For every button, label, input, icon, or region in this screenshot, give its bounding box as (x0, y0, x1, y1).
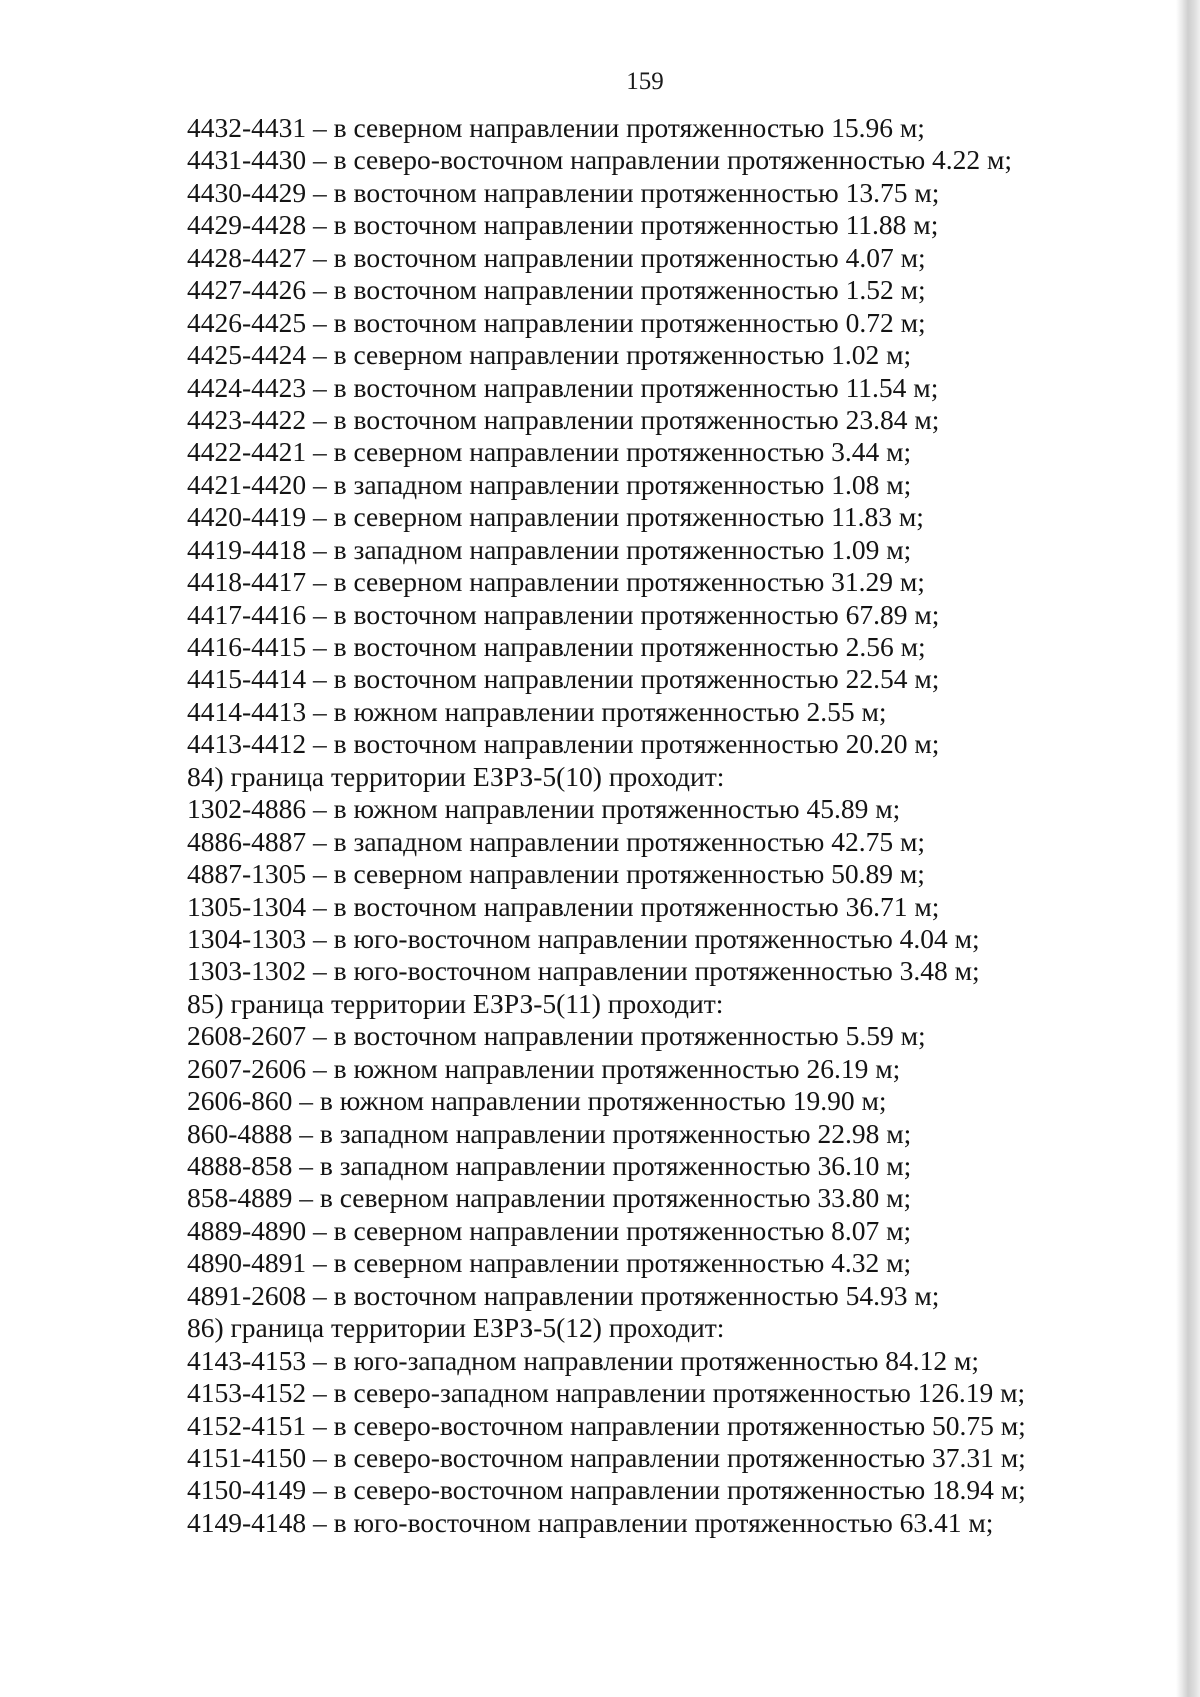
text-line: 4430-4429 – в восточном направлении протяженностью 13.75 м; (187, 176, 940, 208)
text-line: 4886-4887 – в западном направлении протяженностью 42.75 м; (187, 825, 926, 857)
text-line: 860-4888 – в западном направлении протяженностью 22.98 м; (187, 1117, 912, 1149)
text-line: 1304-1303 – в юго-восточном направлении протяженностью 4.04 м; (187, 922, 980, 954)
text-line: 4432-4431 – в северном направлении протяженностью 15.96 м; (187, 112, 925, 143)
text-line: 4418-4417 – в северном направлении протяженностью 31.29 м; (187, 566, 925, 598)
text-line: 4420-4419 – в северном направлении протяженностью 11.83 м; (187, 501, 924, 533)
text-line: 84) граница территории ЕЗРЗ-5(10) проходит: (187, 760, 725, 792)
text-line: 4421-4420 – в западном направлении протяженностью 1.08 м; (187, 468, 912, 500)
text-line: 4149-4148 – в юго-восточном направлении протяженностью 63.41 м; (187, 1506, 994, 1538)
text-line: 4425-4424 – в северном направлении протяженностью 1.02 м; (187, 339, 912, 371)
text-line: 4889-4890 – в северном направлении протяженностью 8.07 м; (187, 1214, 912, 1246)
text-line: 4415-4414 – в восточном направлении протяженностью 22.54 м; (187, 663, 940, 695)
page-number: 159 (626, 68, 664, 95)
text-line: 1305-1304 – в восточном направлении протяженностью 36.71 м; (187, 890, 940, 922)
scan-edge (1176, 0, 1200, 1697)
text-line: 86) граница территории ЕЗРЗ-5(12) проходит: (187, 1312, 725, 1344)
text-line: 4153-4152 – в северо-западном направлении протяженностью 126.19 м; (187, 1377, 1026, 1409)
text-line: 4429-4428 – в восточном направлении протяженностью 11.88 м; (187, 209, 939, 241)
text-line: 4887-1305 – в северном направлении протяженностью 50.89 м; (187, 858, 925, 890)
text-line: 4143-4153 – в юго-западном направлении протяженностью 84.12 м; (187, 1344, 980, 1376)
text-line: 2608-2607 – в восточном направлении протяженностью 5.59 м; (187, 1020, 926, 1052)
text-line: 4151-4150 – в северо-восточном направлении протяженностью 37.31 м; (187, 1441, 1026, 1473)
text-line: 4428-4427 – в восточном направлении протяженностью 4.07 м; (187, 241, 926, 273)
text-line: 4422-4421 – в северном направлении протяженностью 3.44 м; (187, 436, 912, 468)
text-line: 4423-4422 – в восточном направлении протяженностью 23.84 м; (187, 403, 940, 435)
text-line: 2606-860 – в южном направлении протяженностью 19.90 м; (187, 1085, 887, 1117)
text-line: 85) граница территории ЕЗРЗ-5(11) проходит: (187, 987, 724, 1019)
text-line: 4150-4149 – в северо-восточном направлении протяженностью 18.94 м; (187, 1474, 1026, 1506)
text-line: 4152-4151 – в северо-восточном направлении протяженностью 50.75 м; (187, 1409, 1026, 1441)
text-line: 4427-4426 – в восточном направлении протяженностью 1.52 м; (187, 274, 926, 306)
text-line: 1303-1302 – в юго-восточном направлении протяженностью 3.48 м; (187, 955, 980, 987)
text-line: 4888-858 – в западном направлении протяженностью 36.10 м; (187, 1150, 912, 1181)
text-line: 2607-2606 – в южном направлении протяженностью 26.19 м; (187, 1052, 901, 1084)
text-line: 4419-4418 – в западном направлении протяженностью 1.09 м; (187, 533, 912, 565)
boundary-description-list (187, 112, 1026, 1539)
text-line: 4431-4430 – в северо-восточном направлении протяженностью 4.22 м; (187, 144, 1013, 176)
text-line: 4890-4891 – в северном направлении протяженностью 4.32 м; (187, 1247, 912, 1279)
text-line: 4417-4416 – в восточном направлении протяженностью 67.89 м; (187, 598, 940, 630)
text-line: 4424-4423 – в восточном направлении протяженностью 11.54 м; (187, 371, 939, 403)
text-line: 858-4889 – в северном направлении протяженностью 33.80 м; (187, 1182, 912, 1214)
text-line: 4416-4415 – в восточном направлении протяженностью 2.56 м; (187, 631, 926, 662)
text-line: 4891-2608 – в восточном направлении протяженностью 54.93 м; (187, 1279, 940, 1311)
text-line: 4413-4412 – в восточном направлении протяженностью 20.20 м; (187, 728, 940, 760)
text-line: 4426-4425 – в восточном направлении протяженностью 0.72 м; (187, 306, 926, 338)
text-line: 4414-4413 – в южном направлении протяженностью 2.55 м; (187, 695, 887, 727)
text-line: 1302-4886 – в южном направлении протяженностью 45.89 м; (187, 793, 901, 825)
